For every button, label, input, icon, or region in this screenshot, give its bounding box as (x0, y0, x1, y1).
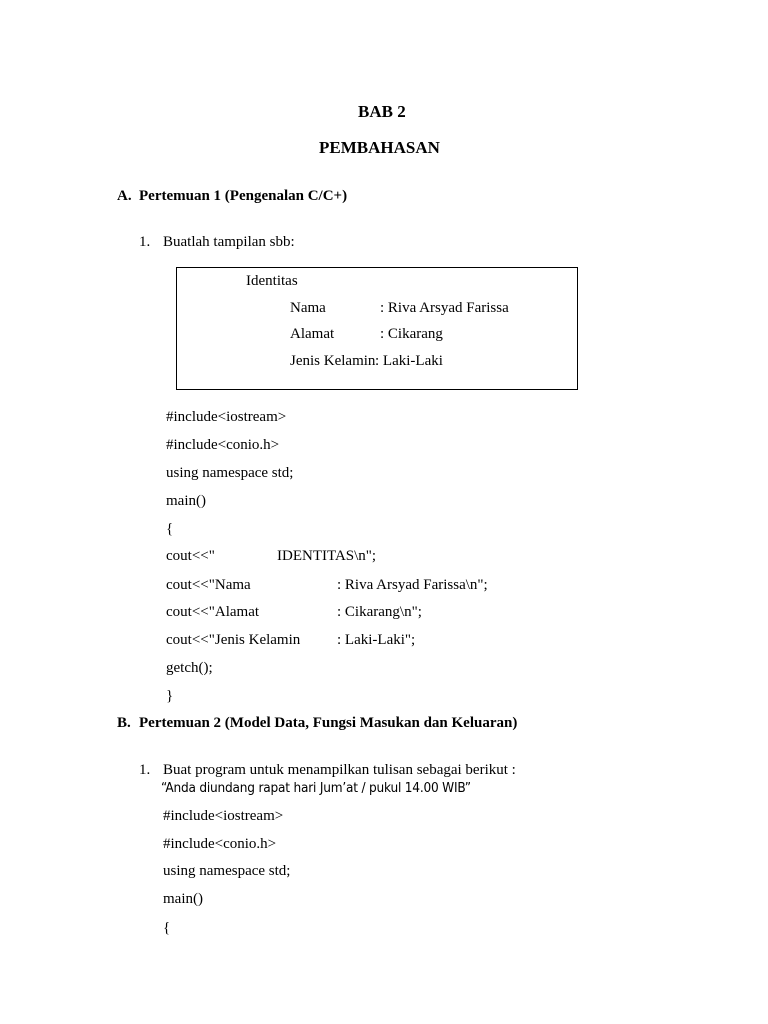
output-preview-box (176, 267, 578, 390)
box-value-alamat: : Cikarang (380, 326, 443, 342)
section-a-marker: A. (117, 188, 132, 204)
box-label-jenis-kelamin: Jenis Kelamin (290, 353, 376, 369)
code-line: main() (166, 493, 206, 509)
code-line: { (163, 920, 171, 936)
code-line: using namespace std; (166, 465, 294, 481)
code-line: { (166, 521, 174, 537)
section-b-marker: B. (117, 715, 131, 731)
code-line: : Cikarang\n"; (337, 604, 422, 620)
task-b1-number: 1. (139, 762, 151, 778)
code-line: #include<iostream> (163, 808, 284, 824)
task-b1-text: Buat program untuk menampilkan tulisan sebagai berikut : (163, 762, 516, 778)
code-line: cout<<" (166, 548, 215, 564)
box-value-jenis-kelamin: : Laki-Laki (375, 353, 443, 369)
chapter-number: BAB 2 (358, 102, 406, 121)
code-line: : Laki-Laki"; (337, 632, 416, 648)
task-b1-quote: “Anda diundang rapat hari Jum’at / pukul 14.00 WIB” (161, 780, 471, 796)
code-line: cout<<"Jenis Kelamin (166, 632, 301, 648)
code-line: : Riva Arsyad Farissa\n"; (337, 577, 488, 593)
code-line: main() (163, 891, 203, 907)
code-line: getch(); (166, 660, 213, 676)
box-label-alamat: Alamat (290, 326, 335, 342)
code-line: IDENTITAS\n"; (277, 548, 377, 564)
box-value-nama: : Riva Arsyad Farissa (380, 300, 509, 316)
code-line: cout<<"Alamat (166, 604, 260, 620)
task-a1-number: 1. (139, 234, 151, 250)
code-line: cout<<"Nama (166, 577, 251, 593)
code-line: #include<iostream> (166, 409, 287, 425)
code-line: } (166, 688, 174, 704)
box-heading: Identitas (246, 273, 298, 289)
code-line: #include<conio.h> (166, 437, 280, 453)
section-a-title: Pertemuan 1 (Pengenalan C/C+) (139, 188, 348, 204)
task-a1-text: Buatlah tampilan sbb: (163, 234, 295, 250)
section-b-title: Pertemuan 2 (Model Data, Fungsi Masukan dan Keluaran) (139, 715, 518, 731)
chapter-title: PEMBAHASAN (319, 138, 440, 157)
code-line: #include<conio.h> (163, 836, 277, 852)
code-line: using namespace std; (163, 863, 291, 879)
box-label-nama: Nama (290, 300, 326, 316)
